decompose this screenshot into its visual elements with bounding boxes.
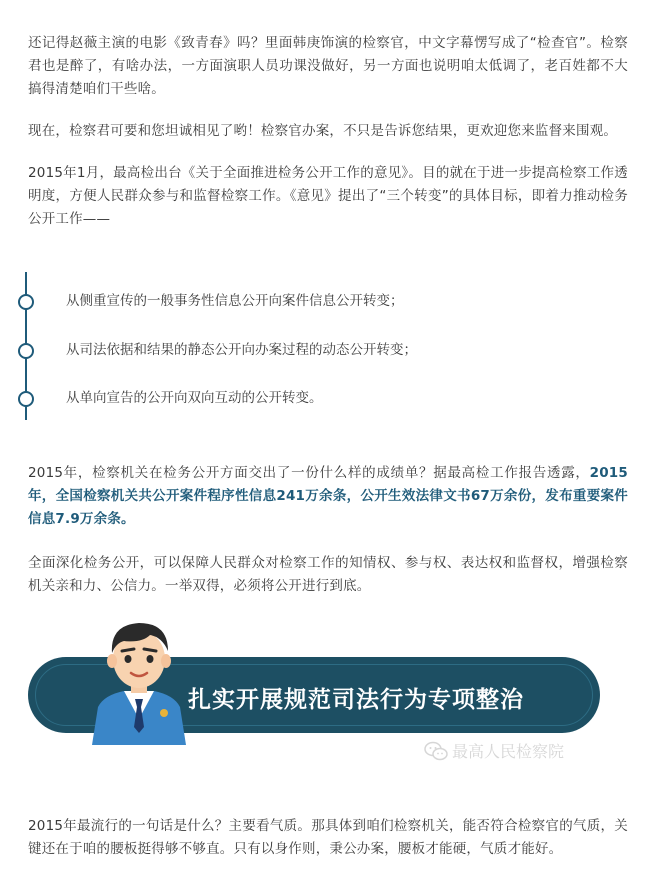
paragraph-deepen: 全面深化检务公开，可以保障人民群众对检察工作的知情权、参与权、表达权和监督权，增强检察机关亲和力、公信力。一举双得，必须将公开进行到底。 bbox=[28, 555, 628, 594]
section-banner bbox=[28, 615, 600, 775]
timeline-item bbox=[12, 290, 612, 314]
paragraph-intro: 还记得赵薇主演的电影《致青春》吗？里面韩庚饰演的检察官，中文字幕愣写成了“检查官”。检察君也是醉了，有啥办法，一方面演职人员功课没做好，另一方面也说明咱太低调了，老百姓都不大搞得清楚咱们干些啥。 bbox=[28, 35, 628, 97]
paragraph-temperament: 2015年最流行的一句话是什么？主要看气质。那具体到咱们检察机关，能否符合检察官的气质，关键还在于咱的腰板挺得够不够直。只有以身作则，秉公办案，腰板才能硬，气质才能好。 bbox=[28, 818, 628, 857]
prosecutor-cartoon-icon bbox=[84, 615, 194, 745]
timeline-item bbox=[12, 387, 612, 411]
timeline-dot-icon bbox=[18, 391, 34, 407]
paragraph-invitation: 现在，检察君可要和您坦诚相见了哟！检察官办案，不只是告诉您结果，更欢迎您来监督来围观。 bbox=[28, 123, 618, 139]
paragraph-opinion: 2015年1月，最高检出台《关于全面推进检务公开工作的意见》。目的就在于进一步提高检察工作透明度，方便人民群众参与和监督检察工作。《意见》提出了“三个转变”的具体目标，即着力推动检务公开工作—— bbox=[28, 165, 628, 227]
banner-title: 扎实开展规范司法行为专项整治 bbox=[188, 687, 524, 713]
three-transitions-timeline bbox=[12, 272, 612, 420]
timeline-dot-icon bbox=[18, 343, 34, 359]
timeline-item-label: 从单向宣告的公开向双向互动的公开转变。 bbox=[66, 390, 323, 406]
paragraph-results bbox=[28, 462, 628, 531]
timeline-item-label: 从司法依据和结果的静态公开向办案过程的动态公开转变； bbox=[66, 342, 417, 358]
watermark-text: 最高人民检察院 bbox=[452, 742, 565, 761]
timeline-item-label: 从侧重宣传的一般事务性信息公开向案件信息公开转变； bbox=[66, 293, 404, 309]
timeline-item bbox=[12, 339, 612, 363]
results-plain-text: 2015年，检察机关在检务公开方面交出了一份什么样的成绩单？据最高检工作报告透露， bbox=[28, 465, 590, 481]
results-highlight-text: 2015年，全国检察机关共公开案件程序性信息241万余条，公开生效法律文书67万余份，发布重要案件信息7.9万余条。 bbox=[28, 465, 628, 527]
timeline-dot-icon bbox=[18, 294, 34, 310]
watermark bbox=[424, 739, 564, 762]
wechat-icon bbox=[424, 741, 448, 761]
